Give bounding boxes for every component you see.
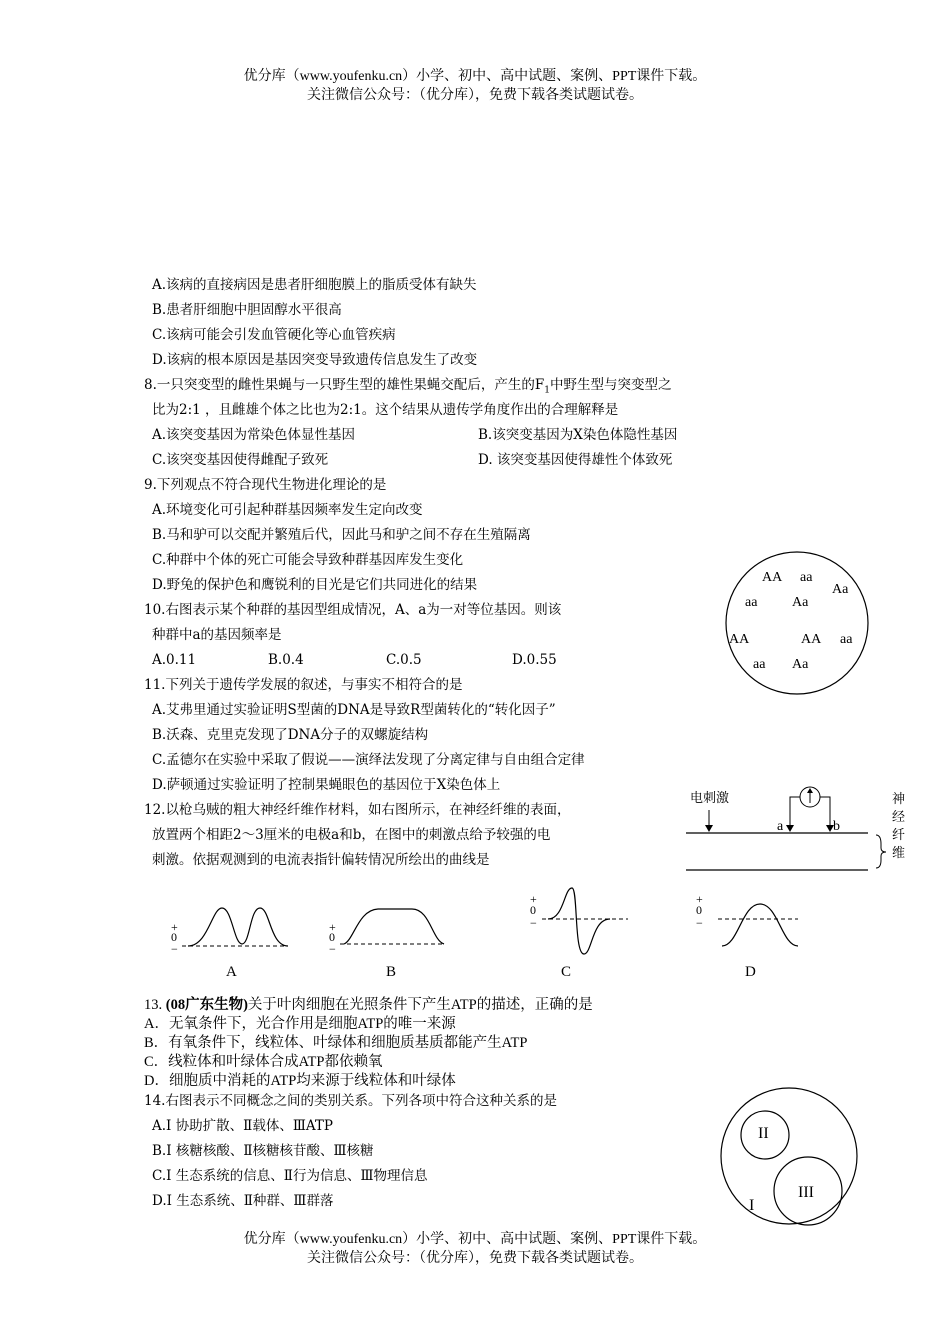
curve-c-zero: 0 [530, 903, 536, 917]
genotype-1: AA [762, 570, 783, 585]
q12-stem-line-3: 刺激。依据观测到的电流表指针偏转情况所绘出的曲线是 [152, 852, 490, 868]
curve-d-plus: + [696, 892, 703, 906]
header-line-1: 优分库（www.youfenku.cn）小学、初中、高中试题、案例、PPT课件下载。 [243, 69, 707, 84]
curve-c-minus: − [530, 916, 537, 930]
curve-b-minus: − [329, 942, 336, 956]
concept-label-iii: III [798, 1184, 814, 1201]
electrode-b-wire [820, 797, 830, 828]
q9-stem: 9.下列观点不符合现代生物进化理论的是 [144, 477, 387, 493]
curve-a-label: A [226, 964, 237, 980]
genotype-7: AA [801, 632, 822, 647]
curve-option-c [520, 880, 640, 960]
electrode-b-label: b [833, 819, 840, 834]
q7-option-d: D.该病的根本原因是基因突变导致遗传信息发生了改变 [152, 352, 478, 368]
q13-option-c: C．线粒体和叶绿体合成ATP都依赖氧 [144, 1054, 383, 1070]
genotype-6: AA [729, 632, 750, 647]
fiber-brace [876, 835, 886, 868]
curve-b-label: B [386, 964, 397, 980]
electrode-a-label: a [777, 819, 784, 834]
q8-stem-sub: 1 [544, 385, 550, 396]
genotype-3: Aa [832, 582, 849, 597]
q12-stem-line-1: 12.以枪乌贼的粗大神经纤维作材料，如右图所示，在神经纤维的表面， [144, 802, 571, 818]
footer-line-2: 关注微信公众号：（优分库），免费下载各类试题试卷。 [307, 1251, 643, 1266]
q7-option-b: B.患者肝细胞中胆固醇水平很高 [152, 302, 342, 318]
fiber-label-2: 经 [892, 809, 906, 824]
fiber-label-1: 神 [892, 791, 906, 806]
q13-option-d: D．细胞质中消耗的ATP均来源于线粒体和叶绿体 [144, 1073, 456, 1089]
q13-stem [144, 996, 593, 1014]
q13-source: (08广东生物) [165, 997, 248, 1013]
concept-circle-outer [721, 1088, 857, 1224]
q8-option-c: C.该突变基因使得雌配子致死 [152, 452, 329, 468]
curve-c-plus: + [530, 892, 537, 906]
curve-d-minus: − [696, 916, 703, 930]
q10-option-c: C.0.5 [386, 652, 422, 668]
population-diagram [720, 550, 880, 700]
header-line-2: 关注微信公众号：（优分库），免费下载各类试题试卷。 [307, 88, 643, 103]
q8-stem-line-2: 比为2:1 ，且雌雄个体之比也为2:1。这个结果从遗传学角度作出的合理解释是 [152, 402, 619, 418]
q10-option-b: B.0.4 [268, 652, 304, 668]
concept-label-ii: II [758, 1125, 769, 1142]
q11-option-c: C.孟德尔在实验中采取了假说——演绎法发现了分离定律与自由组合定律 [152, 752, 585, 768]
galvanometer-needle-head [807, 788, 813, 793]
curve-b-plus: + [329, 920, 336, 934]
curve-option-d [686, 880, 816, 960]
q14-option-c: C.Ⅰ 生态系统的信息、Ⅱ行为信息、Ⅲ物理信息 [152, 1168, 428, 1184]
q7-option-a: A.该病的直接病因是患者肝细胞膜上的脂质受体有缺失 [152, 277, 477, 293]
genotype-2: aa [800, 570, 813, 585]
q11-option-d: D.萨顿通过实验证明了控制果蝇眼色的基因位于X染色体上 [152, 777, 501, 793]
q9-option-a: A.环境变化可引起种群基因频率发生定向改变 [152, 502, 423, 518]
genotype-5: Aa [792, 595, 809, 610]
q10-stem-line-2: 种群中a的基因频率是 [152, 627, 282, 643]
q14-option-d: D.Ⅰ 生态系统、Ⅱ种群、Ⅲ群落 [152, 1193, 334, 1209]
q12-stem-line-2: 放置两个相距2～3厘米的电极a和b，在图中的刺激点给予较强的电 [152, 827, 551, 843]
concept-diagram [715, 1086, 875, 1236]
q13-option-a: A．无氧条件下，光合作用是细胞ATP的唯一来源 [144, 1016, 456, 1032]
curve-a-path [188, 908, 288, 946]
curve-a-plus: + [171, 920, 178, 934]
curve-d-path [722, 904, 798, 946]
curve-d-label: D [745, 964, 756, 980]
q11-stem: 11.下列关于遗传学发展的叙述，与事实不相符合的是 [144, 677, 463, 693]
genotype-4: aa [745, 595, 758, 610]
q8-option-a: A.该突变基因为常染色体显性基因 [152, 427, 356, 443]
electrode-a-tip [786, 825, 794, 832]
stimulus-label: 电刺激 [690, 790, 730, 805]
curve-option-b [320, 880, 470, 960]
curve-c-path [548, 888, 610, 954]
genotype-10: Aa [792, 657, 809, 672]
q8-stem-1b: 中野生型与突变型之 [549, 377, 672, 393]
q8-option-b: B.该突变基因为X染色体隐性基因 [478, 427, 678, 443]
q7-option-c: C.该病可能会引发血管硬化等心血管疾病 [152, 327, 396, 343]
population-circle [726, 552, 868, 694]
electrode-a-wire [790, 797, 800, 828]
q9-option-d: D.野兔的保护色和鹰锐利的目光是它们共同进化的结果 [152, 577, 478, 593]
q14-stem: 14.右图表示不同概念之间的类别关系。下列各项中符合这种关系的是 [144, 1093, 557, 1109]
nerve-fiber-diagram [680, 780, 920, 880]
footer-line-1: 优分库（www.youfenku.cn）小学、初中、高中试题、案例、PPT课件下载。 [243, 1232, 707, 1247]
fiber-label-3: 纤 [892, 827, 906, 842]
q8-option-d: D. 该突变基因使得雄性个体致死 [478, 452, 673, 468]
fiber-label-4: 维 [892, 845, 906, 860]
q13-number: 13. [144, 997, 166, 1013]
stimulus-arrow-head [705, 825, 713, 832]
q14-option-a: A.Ⅰ 协助扩散、Ⅱ载体、ⅢATP [152, 1118, 333, 1134]
q8-stem-1a: 8.一只突变型的雌性果蝇与一只野生型的雄性果蝇交配后，产生的F [144, 377, 545, 393]
q13-option-b: B．有氧条件下，线粒体、叶绿体和细胞质基质都能产生ATP [144, 1035, 528, 1051]
q9-option-b: B.马和驴可以交配并繁殖后代，因此马和驴之间不存在生殖隔离 [152, 527, 531, 543]
genotype-8: aa [840, 632, 853, 647]
q14-option-b: B.Ⅰ 核糖核酸、Ⅱ核糖核苷酸、Ⅲ核糖 [152, 1143, 374, 1159]
concept-label-i: I [749, 1197, 755, 1214]
q9-option-c: C.种群中个体的死亡可能会导致种群基因库发生变化 [152, 552, 464, 568]
q8-stem-line-1 [144, 376, 671, 400]
q11-option-a: A.艾弗里通过实验证明S型菌的DNA是导致R型菌转化的“转化因子” [152, 702, 556, 718]
curve-a-zero: 0 [171, 930, 177, 944]
curve-d-zero: 0 [696, 903, 702, 917]
q10-option-d: D.0.55 [512, 652, 557, 668]
curve-option-a [160, 880, 310, 960]
curve-b-path [344, 909, 444, 944]
curve-c-label: C [561, 964, 572, 980]
q13-stem-text: 关于叶肉细胞在光照条件下产生ATP的描述，正确的是 [247, 997, 593, 1013]
q10-option-a: A.0.11 [152, 652, 197, 668]
q10-stem-line-1: 10.右图表示某个种群的基因型组成情况，A、a为一对等位基因。则该 [144, 602, 562, 618]
genotype-9: aa [753, 657, 766, 672]
curve-b-zero: 0 [329, 930, 335, 944]
q11-option-b: B.沃森、克里克发现了DNA分子的双螺旋结构 [152, 727, 429, 743]
curve-a-minus: − [171, 942, 178, 956]
